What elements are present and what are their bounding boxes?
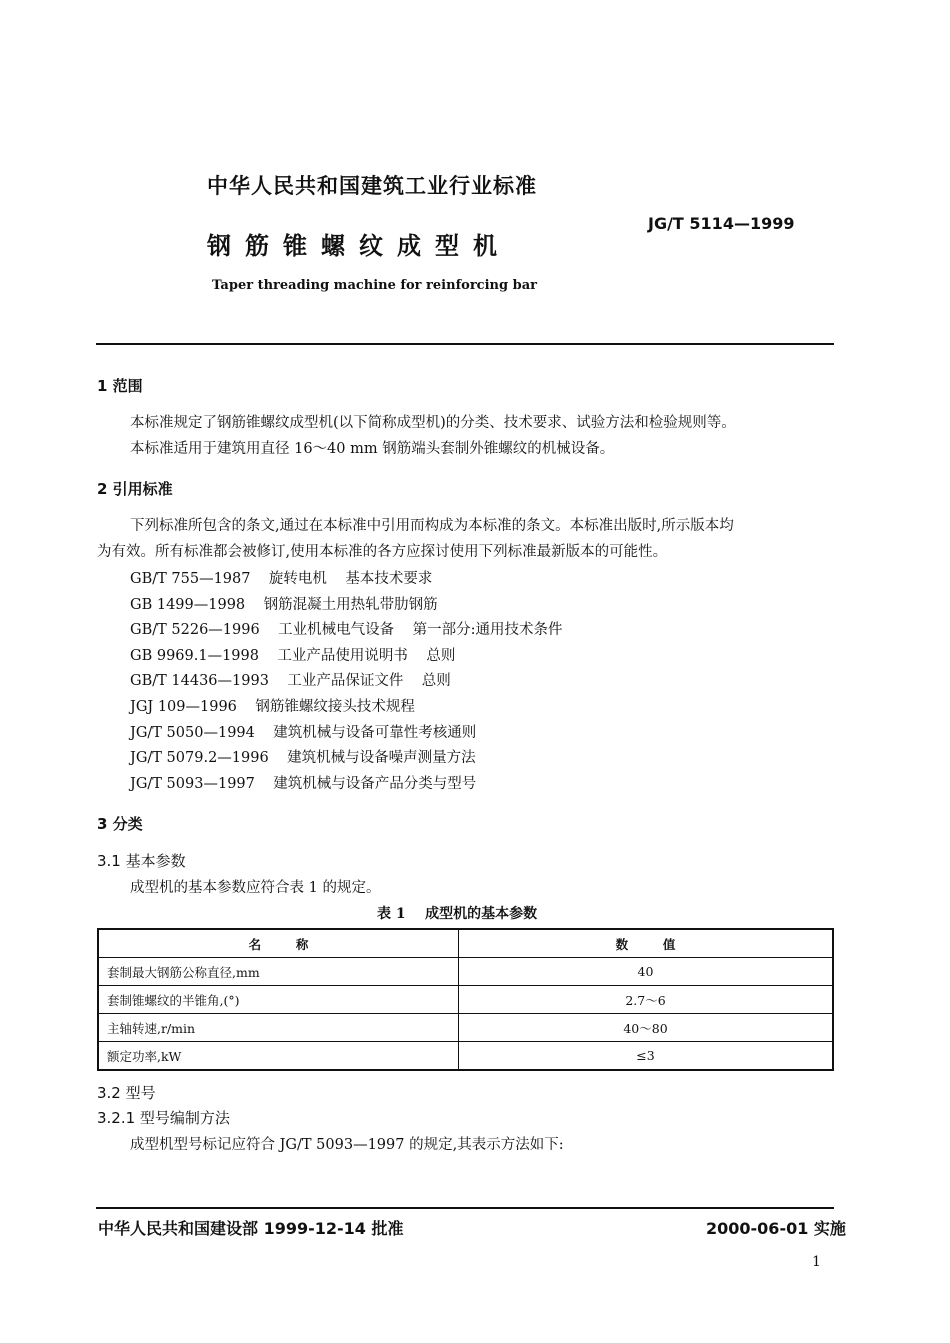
table-header-name: 名 称 [98,929,459,958]
reference-item: JGJ 109—1996 钢筋锥螺纹接头技术规程 [130,699,415,715]
table-cell-name: 主轴转速,r/min [98,1014,459,1042]
table-cell-value: 2.7～6 [459,986,834,1014]
table-cell-value: 40～80 [459,1014,834,1042]
header-divider [96,343,834,345]
document-title-en: Taper threading machine for reinforcing bar [212,278,537,293]
table-header-value: 数 值 [459,929,834,958]
section-2-intro: 下列标准所包含的条文,通过在本标准中引用而构成为本标准的条文。本标准出版时,所示版本均 [130,518,734,534]
table-caption: 表 1 成型机的基本参数 [377,906,538,922]
section-1-heading: 1 范围 [97,377,143,395]
section-3-2-1-heading: 3.2.1 型号编制方法 [97,1109,230,1127]
reference-item: GB 1499—1998 钢筋混凝土用热轧带肋钢筋 [130,597,438,613]
page-number: 1 [812,1254,821,1270]
section-3-2-heading: 3.2 型号 [97,1084,156,1102]
reference-item: GB/T 14436—1993 工业产品保证文件 总则 [130,673,451,689]
parameters-table [97,928,834,1071]
table-row [98,1042,833,1071]
reference-item: JG/T 5093—1997 建筑机械与设备产品分类与型号 [130,776,477,792]
section-3-heading: 3 分类 [97,815,143,833]
section-1-paragraph: 本标准适用于建筑用直径 16～40 mm 钢筋端头套制外锥螺纹的机械设备。 [130,441,615,457]
section-1-paragraph: 本标准规定了钢筋锥螺纹成型机(以下简称成型机)的分类、技术要求、试验方法和检验规则等。 [130,415,736,431]
table-cell-value: 40 [459,958,834,986]
section-3-1-heading: 3.1 基本参数 [97,852,186,870]
reference-item: JG/T 5050—1994 建筑机械与设备可靠性考核通则 [130,725,477,741]
section-3-1-text: 成型机的基本参数应符合表 1 的规定。 [130,880,381,896]
table-row [98,958,833,986]
table-row [98,1014,833,1042]
standard-code: JG/T 5114—1999 [648,214,795,233]
section-3-2-1-text: 成型机型号标记应符合 JG/T 5093—1997 的规定,其表示方法如下: [130,1137,564,1153]
table-cell-name: 套制最大钢筋公称直径,mm [98,958,459,986]
table-row [98,986,833,1014]
reference-item: GB/T 5226—1996 工业机械电气设备 第一部分:通用技术条件 [130,622,563,638]
table-cell-name: 套制锥螺纹的半锥角,(°) [98,986,459,1014]
reference-item: GB 9969.1—1998 工业产品使用说明书 总则 [130,648,456,664]
section-2-heading: 2 引用标准 [97,480,173,498]
approval-line: 中华人民共和国建设部 1999-12-14 批准 [98,1219,404,1238]
document-title-cn: 钢筋锥螺纹成型机 [207,232,511,260]
table-cell-value: ≤3 [459,1042,834,1071]
implementation-line: 2000-06-01 实施 [706,1219,846,1238]
section-2-intro: 为有效。所有标准都会被修订,使用本标准的各方应探讨使用下列标准最新版本的可能性。 [97,544,668,560]
standard-category: 中华人民共和国建筑工业行业标准 [207,174,537,198]
table-header-row [98,929,833,958]
footer-divider [96,1207,834,1209]
table-cell-name: 额定功率,kW [98,1042,459,1071]
reference-item: GB/T 755—1987 旋转电机 基本技术要求 [130,571,433,587]
reference-item: JG/T 5079.2—1996 建筑机械与设备噪声测量方法 [130,750,476,766]
